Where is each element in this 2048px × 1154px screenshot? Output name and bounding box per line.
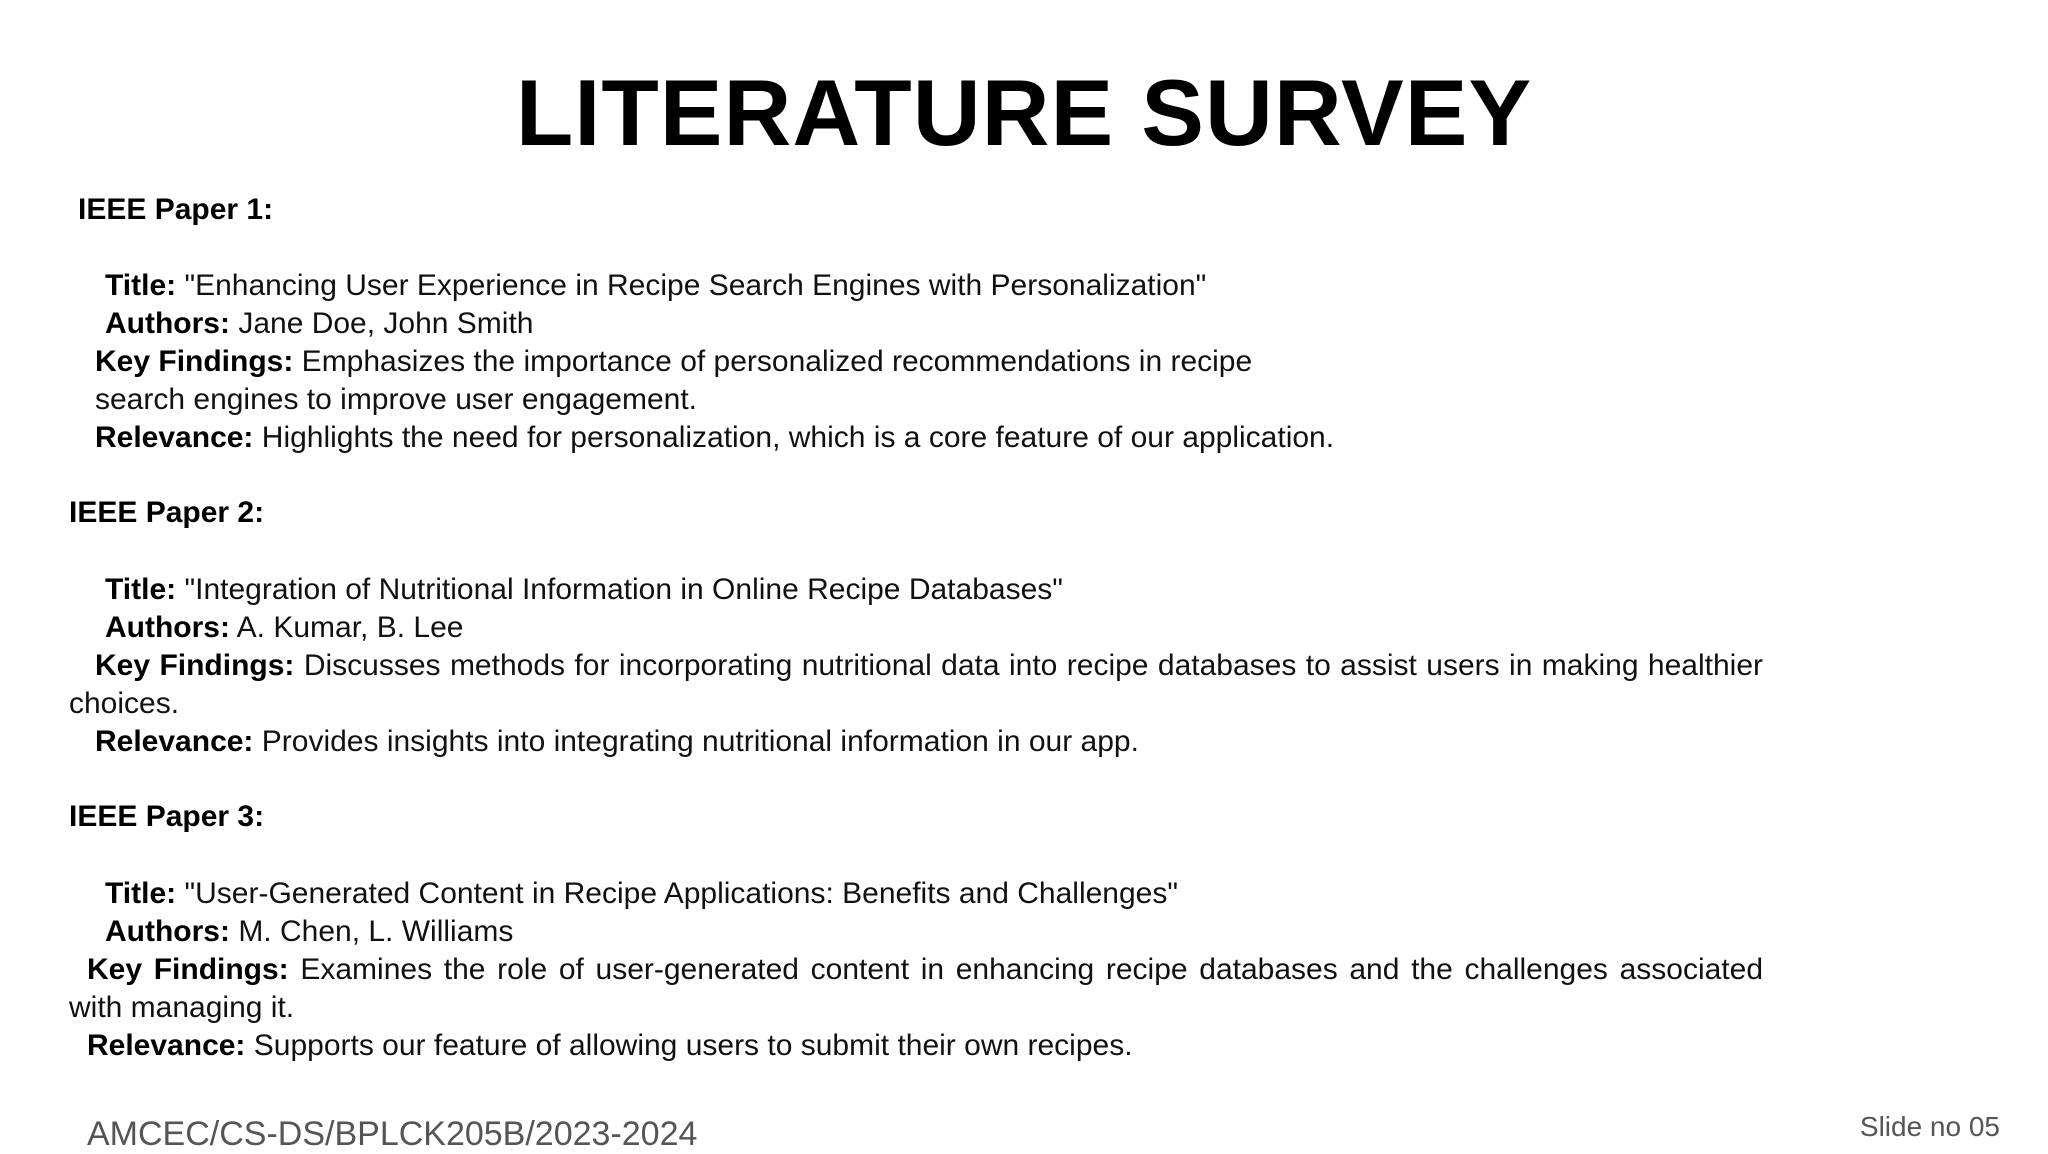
paper-2-authors	[105, 609, 463, 647]
footer-course-code: AMCEC/CS-DS/BPLCK205B/2023-2024	[87, 1115, 698, 1153]
paper-2-relevance	[95, 723, 1139, 761]
paper-2-title	[105, 571, 1063, 609]
key-findings-value: Examines the role of user-generated content in enhancing recipe databases and the challenges associated with managing it.	[69, 953, 1764, 1024]
paper-1-heading: IEEE Paper 1:	[78, 193, 274, 226]
title-label: Title:	[105, 877, 177, 910]
authors-value: A. Kumar, B. Lee	[229, 611, 464, 644]
authors-value: M. Chen, L. Williams	[229, 915, 514, 948]
paper-3-relevance	[87, 1027, 1133, 1065]
paper-1-key-findings-continued: search engines to improve user engagement.	[95, 383, 698, 416]
paper-2-heading: IEEE Paper 2:	[69, 496, 265, 529]
paper-1-title	[105, 267, 1206, 305]
paper-2-key-findings	[69, 647, 1763, 723]
slide-title: LITERATURE SURVEY	[515, 60, 1533, 165]
relevance-label: Relevance:	[95, 725, 254, 758]
relevance-value: Highlights the need for personalization, which is a core feature of our application.	[253, 421, 1335, 454]
paper-3-heading: IEEE Paper 3:	[69, 800, 265, 833]
paper-1-key-findings	[95, 343, 1252, 381]
relevance-value: Supports our feature of allowing users to submit their own recipes.	[245, 1029, 1133, 1062]
relevance-value: Provides insights into integrating nutritional information in our app.	[253, 725, 1139, 758]
paper-3-authors	[105, 913, 513, 951]
paper-1-authors	[105, 305, 534, 343]
relevance-label: Relevance:	[95, 421, 254, 454]
key-findings-value: Discusses methods for incorporating nutritional data into recipe databases to assist users in making healthier choices.	[69, 649, 1764, 720]
title-value: "Enhancing User Experience in Recipe Search Engines with Personalization"	[176, 269, 1207, 302]
title-label: Title:	[105, 573, 177, 606]
relevance-label: Relevance:	[87, 1029, 246, 1062]
title-value: "Integration of Nutritional Information in Online Recipe Databases"	[176, 573, 1063, 606]
authors-value: Jane Doe, John Smith	[229, 307, 534, 340]
authors-label: Authors:	[105, 307, 230, 340]
authors-label: Authors:	[105, 611, 230, 644]
footer-slide-number: Slide no 05	[1859, 1111, 2000, 1142]
paper-3-title	[105, 875, 1178, 913]
key-findings-label: Key Findings:	[95, 649, 295, 682]
key-findings-label: Key Findings:	[87, 953, 289, 986]
title-value: "User-Generated Content in Recipe Applications: Benefits and Challenges"	[176, 877, 1179, 910]
paper-3-key-findings	[69, 951, 1763, 1027]
key-findings-label: Key Findings:	[95, 345, 294, 378]
authors-label: Authors:	[105, 915, 230, 948]
key-findings-value: Emphasizes the importance of personalized recommendations in recipe	[293, 345, 1253, 378]
paper-1-relevance	[95, 419, 1334, 457]
title-label: Title:	[105, 269, 177, 302]
